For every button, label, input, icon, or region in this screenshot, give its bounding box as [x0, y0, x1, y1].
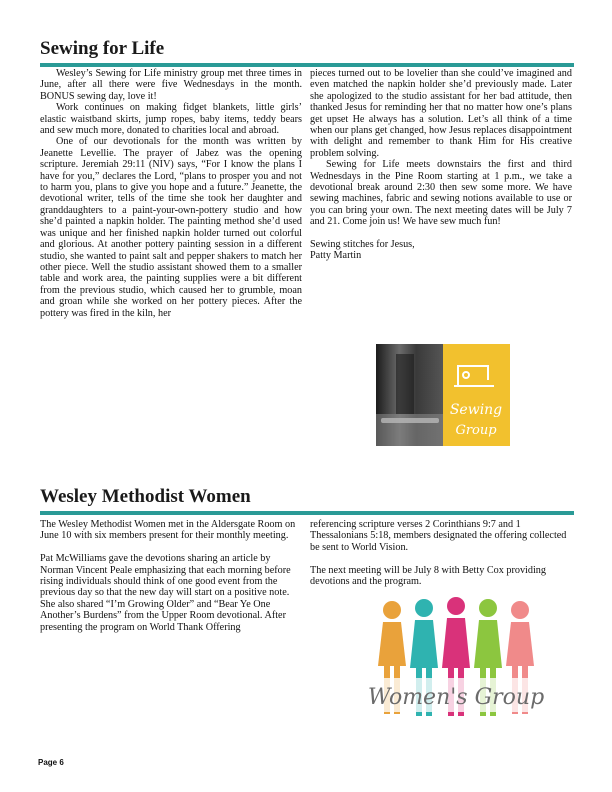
- sewing-group-image: [376, 344, 510, 446]
- sewing-paragraph: Wesley’s Sewing for Life ministry group met three times in June, after all there were five Wednesdays in the month. BONUS sewing day, love it!: [40, 68, 302, 102]
- sewing-left-column: [40, 68, 302, 319]
- sewing-image-text-1: Sewing: [449, 402, 503, 418]
- section-rule-sewing: [40, 63, 574, 67]
- section-title-sewing: Sewing for Life: [40, 38, 165, 59]
- womens-group-logo-text: Women's Group: [367, 685, 545, 710]
- women-paragraph: Pat McWilliams gave the devotions sharing an article by Norman Vincent Peale emphasizing that each morning before rising individuals should think of one good event from the previous day so that the new day will start on a positive note. She also shared “I’m Growing Older” and “Bear Ye One Another’s Burdens” from the Upper Room devotional. After presenting the program on World Thank Offering: [40, 553, 291, 633]
- sewing-image-text-2: Group: [455, 423, 497, 438]
- page-number: Page 6: [38, 758, 64, 767]
- sewing-paragraph: One of our devotionals for the month was written by Jeanette Levellie. The prayer of Jabez was the opening scripture. Jeremiah 29:11 (NIV) says, “For I know the plans I have for you,” declares the Lord, “plans to prosper you and not to harm you, plans to give you hope and a future.” Jeanette, the devotional writer, tells of the time she took her daughter and granddaughters to a paint-your-own-pottery studio and how she’d painted a napkin holder. The painting method she’d used was unique and her finished napkin holder turned out colorful and glorious. At another pottery painting session in a different studio, she wanted to paint salt and pepper shakers to match her other piece. Well the studio assistant showed them to a smaller table and work area, the painting supplies were a bit different from the previous studio, which caused her to grumble, moan and groan while she worked on her pottery pieces. After the pottery was fired in the kiln, her: [40, 136, 302, 319]
- womens-group-logo: [366, 596, 546, 746]
- sewing-right-column: [310, 68, 572, 262]
- sewing-paragraph: pieces turned out to be lovelier than she could’ve imagined and even matched the napkin holder she’d previously made. Later she apologized to the studio assistant for her bad attitude, then thanked Jesus for reminding her that no matter how one’s plans get upset He always has a solution. Let’s all think of a time when our plans get changed, how Jesus replaces disappointment with delight and remember to thank Him for His creative problem solving.: [310, 68, 572, 159]
- sewing-author: Patty Martin: [310, 250, 362, 262]
- women-paragraph: referencing scripture verses 2 Corinthians 9:7 and 1 Thessalonians 5:18, members designated the offering collected be sent to World Vision.: [310, 519, 567, 553]
- women-paragraph: The next meeting will be July 8 with Betty Cox providing devotions and the program.: [310, 564, 546, 588]
- sewing-signoff: Sewing stitches for Jesus,: [310, 239, 415, 251]
- sewing-paragraph: Work continues on making fidget blankets, little girls’ elastic waistband skirts, jump ropes, baby items, teddy bears and sew much more, donated to charities local and abroad.: [40, 102, 302, 137]
- women-left-column: [40, 519, 302, 633]
- women-right-column: [310, 519, 572, 587]
- women-paragraph: The Wesley Methodist Women met in the Aldersgate Room on June 10 with six members present for their monthly meeting.: [40, 519, 296, 542]
- section-title-women: Wesley Methodist Women: [40, 486, 251, 507]
- sewing-paragraph: Sewing for Life meets downstairs the first and third Wednesdays in the Pine Room starting at 1 p.m., we take a devotional break around 2:30 then sew some more. We have sewing machines, fabric and sewing notions available to use or you can bring your own. The next meeting dates will be July 7 and 21. Come join us! We have sew much fun!: [310, 159, 572, 228]
- section-rule-women: [40, 511, 574, 515]
